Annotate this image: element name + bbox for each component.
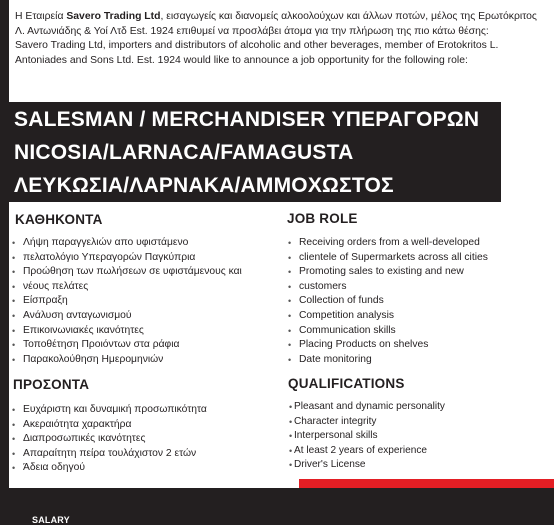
list-item: • Promoting sales to existing and new [285,265,488,280]
list-item: • Διαπροσωπικές ικανότητες [9,432,207,447]
list-item: • Ακεραιότητα χαρακτήρα [9,418,207,433]
qualifications-list-english [289,400,445,473]
intro-greek-lead: Η Εταιρεία [15,11,67,22]
job-title: SALESMAN / MERCHANDISER ΥΠΕΡΑΓΟΡΩΝ [14,108,480,131]
list-item: • Άδεια οδηγού [9,461,207,476]
list-item: • Collection of funds [285,294,488,309]
list-item: • clientele of Supermarkets across all cities [285,251,488,266]
intro-text [15,10,545,68]
locations-english: NICOSIA/LARNACA/FAMAGUSTA [14,141,354,164]
list-item: • Pleasant and dynamic personality [289,400,445,415]
job-ad-page [9,0,554,488]
list-item: • Interpersonal skills [289,429,445,444]
qualifications-heading-greek: ΠΡΟΣΟΝΤΑ [13,377,90,392]
list-item: • Απαραίτητη πείρα τουλάχιστον 2 ετών [9,447,207,462]
list-item: • πελατολόγιο Υπεραγορών Παγκύπρια [9,251,242,266]
company-name: Savero Trading Ltd [66,11,161,22]
list-item: • νέους πελάτες [9,280,242,295]
list-item: • Receiving orders from a well-developed [285,236,488,251]
list-item: • Είσπραξη [9,294,242,309]
intro-greek [15,10,545,39]
list-item: • Date monitoring [285,353,488,368]
locations-greek: ΛΕΥΚΩΣΙΑ/ΛΑΡΝΑΚΑ/ΑΜΜΟΧΩΣΤΟΣ [14,174,394,197]
duties-list-greek [9,236,242,367]
list-item: • Παρακολούθηση Ημερομηνιών [9,353,242,368]
list-item: • Λήψη παραγγελιών απο υφιστάμενο [9,236,242,251]
duties-list-english [285,236,488,367]
qualifications-list-greek [9,403,207,476]
list-item: • Communication skills [285,324,488,339]
list-item: • At least 2 years of experience [289,444,445,459]
list-item: • Competition analysis [285,309,488,324]
list-item: • Επικοινωνιακές ικανότητες [9,324,242,339]
list-item: • Ευχάριστη και δυναμική προσωπικότητα [9,403,207,418]
qualifications-heading-english: QUALIFICATIONS [288,376,405,391]
list-item: • Placing Products on shelves [285,338,488,353]
duties-heading-english: JOB ROLE [287,211,358,226]
list-item: • Character integrity [289,415,445,430]
list-item: • customers [285,280,488,295]
intro-english: Savero Trading Ltd, importers and distributors of alcoholic and other beverages, member of Erotokritos L. Antoniades and Sons Ltd. Est. 1924 would like to announce a job opportunity for the following role: [15,40,499,66]
list-item: • Driver's License [289,458,445,473]
list-item: • Τοποθέτηση Προιόντων στα ράφια [9,338,242,353]
intro-greek-rest: , εισαγωγείς και διανομείς αλκοολούχων και άλλων ποτών, μέλος της Ερωτόκριτος Λ. Αντωνιάδης & Υοί Λτδ Est. 1924 επιθυμεί να προσλάβει άτομα για την πλήρωση της πιο κάτω θέσης: [15,11,537,37]
duties-heading-greek: ΚΑΘΗΚΟΝΤΑ [15,212,103,227]
list-item: • Προώθηση των πωλήσεων σε υφιστάμενους και [9,265,242,280]
list-item: • Ανάλυση ανταγωνισμού [9,309,242,324]
salary-label: SALARY [32,515,70,525]
red-accent-bar [299,479,554,488]
job-title-banner [9,102,501,202]
